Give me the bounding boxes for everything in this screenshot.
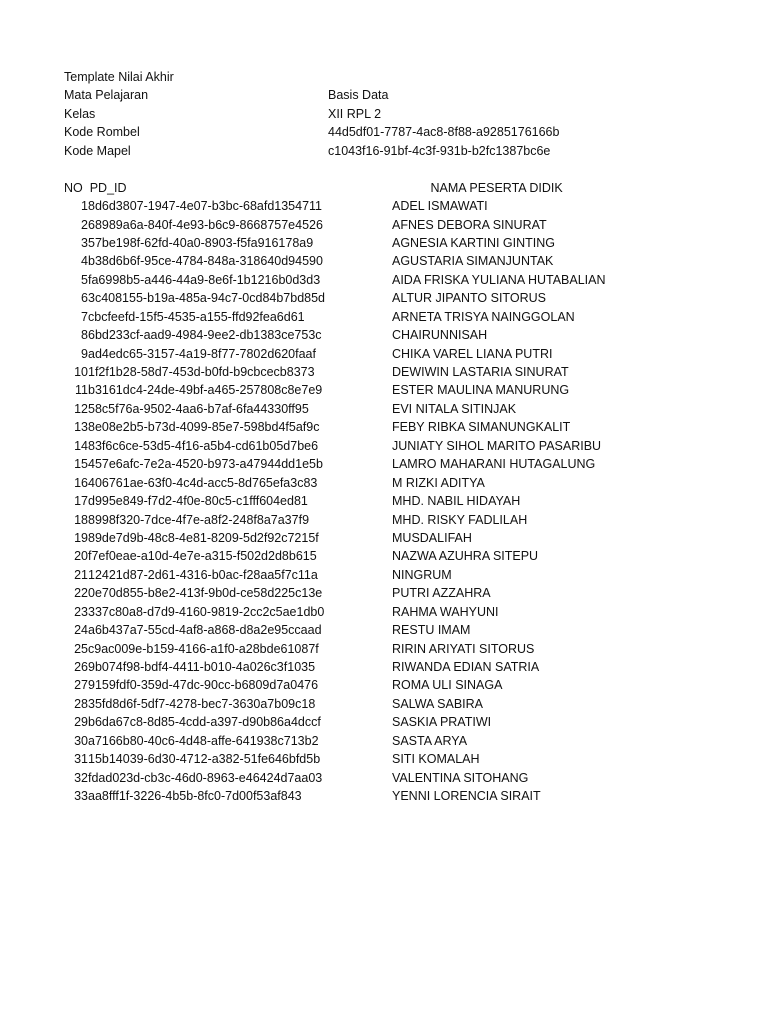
row-pd-id: 337c80a8-d7d9-4160-9819-2cc2c5ae1db0: [88, 604, 325, 619]
row-pd-id: aa8fff1f-3226-4b5b-8fc0-7d00f53af843: [88, 789, 302, 804]
table-row: [0, 271, 768, 289]
table-row: [0, 289, 768, 307]
row-student-name: PUTRI AZZAHRA: [392, 586, 491, 601]
row-number: 3: [81, 235, 88, 250]
table-row: [0, 676, 768, 694]
row-pd-id: ad4edc65-3157-4a19-8f77-7802d620faaf: [88, 346, 316, 361]
row-pd-id: cbcfeefd-15f5-4535-a155-ffd92fea6d61: [88, 309, 305, 324]
row-pd-id: b38d6b6f-95ce-4784-848a-318640d94590: [88, 254, 323, 269]
row-student-name: SASTA ARYA: [392, 733, 468, 748]
row-pd-id: b6da67c8-8d85-4cdd-a397-d90b86a4dccf: [88, 715, 321, 730]
row-student-name: MHD. NABIL HIDAYAH: [392, 494, 521, 509]
table-row: [0, 455, 768, 473]
row-student-name: CHAIRUNNISAH: [392, 328, 488, 343]
field-row-kelas: [0, 105, 768, 123]
row-student-name: M RIZKI ADITYA: [392, 475, 485, 490]
table-row: [0, 197, 768, 215]
table-row: [0, 400, 768, 418]
column-header-no: NO PD_ID: [64, 180, 127, 195]
row-student-name: AIDA FRISKA YULIANA HUTABALIAN: [392, 272, 606, 287]
row-student-name: NAZWA AZUHRA SITEPU: [392, 549, 539, 564]
row-student-name: ESTER MAULINA MANURUNG: [392, 383, 570, 398]
field-row-kode-rombel: [0, 123, 768, 141]
row-pd-id: 89de7d9b-48c8-4e81-8209-5d2f92c7215f: [88, 530, 319, 545]
field-label: Kelas: [64, 106, 96, 121]
row-pd-id: 9159fdf0-359d-47dc-90cc-b6809d7a0476: [88, 678, 319, 693]
table-row: [0, 769, 768, 787]
row-pd-id: 58c5f76a-9502-4aa6-b7af-6fa44330ff95: [88, 401, 309, 416]
table-header-row: [0, 179, 768, 197]
row-student-name: RIRIN ARIYATI SITORUS: [392, 641, 535, 656]
row-number: 14: [74, 438, 88, 453]
row-student-name: RAHMA WAHYUNI: [392, 604, 499, 619]
table-row: [0, 529, 768, 547]
row-pd-id: 8998f320-7dce-4f7e-a8f2-248f8a7a37f9: [88, 512, 310, 527]
table-row: [0, 695, 768, 713]
row-number: 10: [74, 365, 88, 379]
row-student-name: SALWA SABIRA: [392, 696, 484, 711]
column-header-pd-id: PD_ID: [89, 180, 127, 195]
row-student-name: LAMRO MAHARANI HUTAGALUNG: [392, 457, 596, 472]
row-pd-id: 68989a6a-840f-4e93-b6c9-8668757e4526: [88, 217, 323, 232]
row-number: 18: [74, 512, 88, 527]
row-student-name: ALTUR JIPANTO SITORUS: [392, 291, 546, 306]
row-number: 32: [74, 770, 88, 785]
row-number: 21: [74, 567, 88, 582]
row-number: 17: [74, 494, 88, 509]
field-label: Kode Rombel: [64, 125, 140, 140]
column-header-name: NAMA PESERTA DIDIK: [430, 180, 563, 195]
row-number: 5: [81, 272, 88, 287]
document-title: Template Nilai Akhir: [64, 70, 174, 84]
row-student-name: JUNIATY SIHOL MARITO PASARIBU: [392, 438, 602, 453]
table-row: [0, 658, 768, 676]
row-student-name: RESTU IMAM: [392, 623, 471, 638]
document-sheet: [0, 68, 768, 806]
row-pd-id: c9ac009e-b159-4166-a1f0-a28bde61087f: [88, 641, 319, 656]
row-number: 11: [75, 383, 88, 398]
document-title-row: [0, 68, 768, 86]
row-student-name: ADEL ISMAWATI: [392, 199, 488, 214]
row-pd-id: a6b437a7-55cd-4af8-a868-d8a2e95ccaad: [88, 623, 322, 638]
field-row-mata-pelajaran: [0, 86, 768, 104]
row-number: 31: [74, 752, 88, 767]
row-pd-id: 15b14039-6d30-4712-a382-51fe646bfd5b: [88, 752, 321, 767]
row-student-name: AFNES DEBORA SINURAT: [392, 217, 547, 232]
row-pd-id: 57be198f-62fd-40a0-8903-f5fa916178a9: [88, 235, 314, 250]
field-label: Kode Mapel: [64, 143, 131, 158]
field-value: Basis Data: [328, 88, 389, 103]
row-pd-id: a7166b80-40c6-4d48-affe-641938c713b2: [88, 733, 319, 748]
table-row: [0, 603, 768, 621]
table-row: [0, 547, 768, 565]
row-number: 6: [81, 291, 88, 306]
row-student-name: NINGRUM: [392, 567, 452, 582]
field-label: Mata Pelajaran: [64, 88, 149, 103]
row-student-name: YENNI LORENCIA SIRAIT: [392, 789, 541, 804]
table-row: [0, 437, 768, 455]
table-row: [0, 566, 768, 584]
row-student-name: ARNETA TRISYA NAINGGOLAN: [392, 309, 575, 324]
row-pd-id: 1f2f1b28-58d7-453d-b0fd-b9cbcecb8373: [88, 365, 315, 379]
row-number: 24: [74, 623, 88, 638]
table-row: [0, 252, 768, 270]
row-number: 22: [74, 586, 88, 601]
row-number: 20: [74, 549, 88, 564]
table-row: [0, 345, 768, 363]
row-student-name: FEBY RIBKA SIMANUNGKALIT: [392, 420, 571, 435]
table-row: [0, 584, 768, 602]
field-value: c1043f16-91bf-4c3f-931b-b2fc1387bc6e: [328, 143, 551, 158]
row-student-name: VALENTINA SITOHANG: [392, 770, 529, 785]
row-pd-id: 35fd8d6f-5df7-4278-bec7-3630a7b09c18: [88, 696, 316, 711]
table-row: [0, 326, 768, 344]
table-row: [0, 511, 768, 529]
table-row: [0, 363, 768, 381]
row-number: 9: [81, 346, 88, 361]
table-row: [0, 216, 768, 234]
table-row: [0, 640, 768, 658]
row-pd-id: d995e849-f7d2-4f0e-80c5-c1fff604ed81: [88, 494, 308, 509]
row-student-name: SITI KOMALAH: [392, 752, 480, 767]
row-pd-id: 83f6c6ce-53d5-4f16-a5b4-cd61b05d7be6: [88, 438, 319, 453]
table-row: [0, 621, 768, 639]
row-pd-id: 0e70d855-b8e2-413f-9b0d-ce58d225c13e: [88, 586, 323, 601]
field-row-kode-mapel: [0, 142, 768, 160]
row-number: 26: [74, 660, 88, 674]
spacer-row: [0, 160, 768, 178]
table-row: [0, 713, 768, 731]
row-number: 15: [74, 457, 88, 472]
row-student-name: MHD. RISKY FADLILAH: [392, 512, 528, 527]
row-student-name: RIWANDA EDIAN SATRIA: [392, 660, 540, 674]
table-row: [0, 234, 768, 252]
row-student-name: AGUSTARIA SIMANJUNTAK: [392, 254, 554, 269]
table-row: [0, 750, 768, 768]
row-pd-id: 8e08e2b5-b73d-4099-85e7-598bd4f5af9c: [88, 420, 320, 435]
row-pd-id: 457e6afc-7e2a-4520-b973-a47944dd1e5b: [88, 457, 323, 472]
row-number: 33: [74, 789, 88, 804]
row-number: 23: [74, 604, 88, 619]
row-number: 16: [74, 475, 88, 490]
table-body: [0, 197, 768, 805]
field-value: 44d5df01-7787-4ac8-8f88-a9285176166b: [328, 125, 560, 140]
row-pd-id: 6bd233cf-aad9-4984-9ee2-db1383ce753c: [88, 328, 322, 343]
row-pd-id: 406761ae-63f0-4c4d-acc5-8d765efa3c83: [88, 475, 318, 490]
row-pd-id: b3161dc4-24de-49bf-a465-257808c8e7e9: [88, 383, 323, 398]
row-number: 8: [81, 328, 88, 343]
table-row: [0, 474, 768, 492]
row-pd-id: 8d6d3807-1947-4e07-b3bc-68afd1354711: [88, 199, 323, 214]
row-pd-id: fdad023d-cb3c-46d0-8963-e46424d7aa03: [88, 770, 323, 785]
row-number: 28: [74, 696, 88, 711]
row-pd-id: 9b074f98-bdf4-4411-b010-4a026c3f1035: [88, 660, 316, 674]
row-number: 4: [81, 254, 88, 269]
row-number: 12: [74, 401, 88, 416]
table-row: [0, 308, 768, 326]
row-pd-id: fa6998b5-a446-44a9-8e6f-1b1216b0d3d3: [88, 272, 321, 287]
table-row: [0, 381, 768, 399]
row-number: 25: [74, 641, 88, 656]
row-student-name: CHIKA VAREL LIANA PUTRI: [392, 346, 553, 361]
row-student-name: ROMA ULI SINAGA: [392, 678, 503, 693]
field-value: XII RPL 2: [328, 106, 382, 121]
table-row: [0, 787, 768, 805]
row-number: 7: [81, 309, 88, 324]
row-number: 29: [74, 715, 88, 730]
row-pd-id: f7ef0eae-a10d-4e7e-a315-f502d2d8b615: [88, 549, 317, 564]
row-number: 19: [74, 530, 88, 545]
row-student-name: EVI NITALA SITINJAK: [392, 401, 517, 416]
row-pd-id: 3c408155-b19a-485a-94c7-0cd84b7bd85d: [88, 291, 326, 306]
row-number: 13: [74, 420, 88, 435]
table-row: [0, 418, 768, 436]
row-pd-id: 12421d87-2d61-4316-b0ac-f28aa5f7c11a: [88, 567, 318, 582]
row-number: 1: [81, 199, 88, 214]
row-number: 27: [74, 678, 88, 693]
row-student-name: MUSDALIFAH: [392, 530, 472, 545]
table-row: [0, 492, 768, 510]
table-row: [0, 732, 768, 750]
row-student-name: AGNESIA KARTINI GINTING: [392, 235, 555, 250]
row-student-name: DEWIWIN LASTARIA SINURAT: [392, 365, 569, 379]
row-number: 30: [74, 733, 88, 748]
row-number: 2: [81, 217, 88, 232]
row-student-name: SASKIA PRATIWI: [392, 715, 492, 730]
